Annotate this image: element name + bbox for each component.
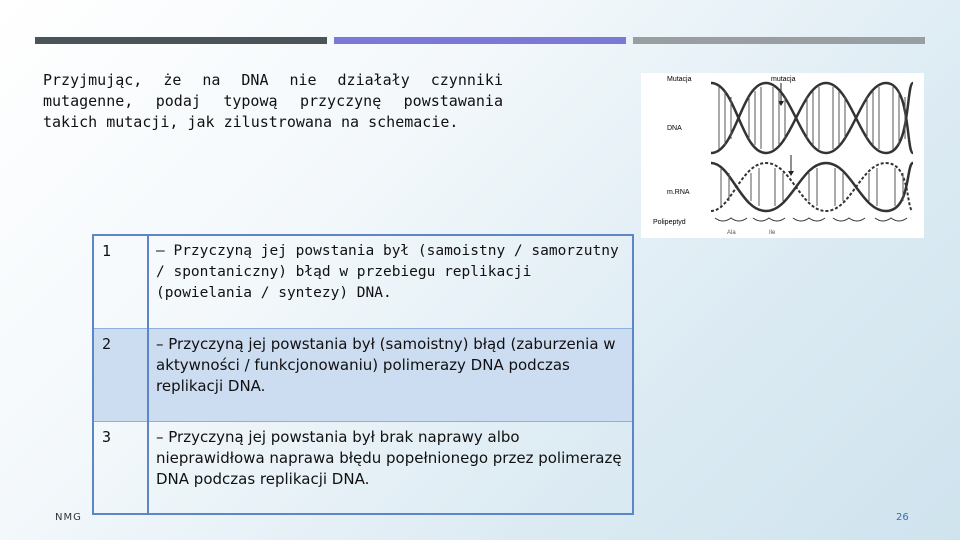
label-polipeptyd: Polipeptyd (653, 219, 686, 226)
footer-author: NMG (55, 512, 82, 523)
answer-text: – Przyczyną jej powstania był (samoistny / samorzutny / spontaniczny) błąd w przebiegu replikacji (powielania / syntezy) DNA. (156, 243, 619, 301)
answer-number: 3 (102, 428, 112, 446)
answer-number: 2 (102, 335, 112, 353)
label-ala: Ala (727, 230, 736, 236)
question-text: Przyjmując, że na DNA nie działały czynniki mutagenne, podaj typową przyczynę powstawania takich mutacji, jak zilustrowana na schemacie. (43, 71, 503, 131)
dna-mutation-diagram (641, 73, 924, 238)
decor-bar-dark (35, 37, 327, 44)
page-number: 26 (896, 512, 909, 523)
label-mutacja-arrow: mutacja (771, 76, 796, 83)
answers-table (92, 234, 634, 515)
answer-text: – Przyczyną jej powstania był brak naprawy albo nieprawidłowa naprawa błędu popełnionego przez polimerazę DNA podczas replikacji DNA. (156, 428, 622, 488)
label-ile: Ile (769, 230, 776, 236)
answer-row-3 (94, 422, 632, 513)
answer-number: 1 (102, 242, 112, 260)
column-divider (147, 236, 149, 513)
label-dna: DNA (667, 125, 682, 132)
label-mutacja-title: Mutacja (667, 76, 692, 83)
decor-bar-gray (633, 37, 925, 44)
answer-row-1 (94, 236, 632, 328)
label-mrna: m.RNA (667, 189, 690, 196)
decor-bar-purple (334, 37, 626, 44)
answer-text: – Przyczyną jej powstania był (samoistny) błąd (zaburzenia w aktywności / funkcjonowaniu) polimerazy DNA podczas replikacji DNA. (156, 335, 616, 395)
answer-row-2 (94, 328, 632, 422)
